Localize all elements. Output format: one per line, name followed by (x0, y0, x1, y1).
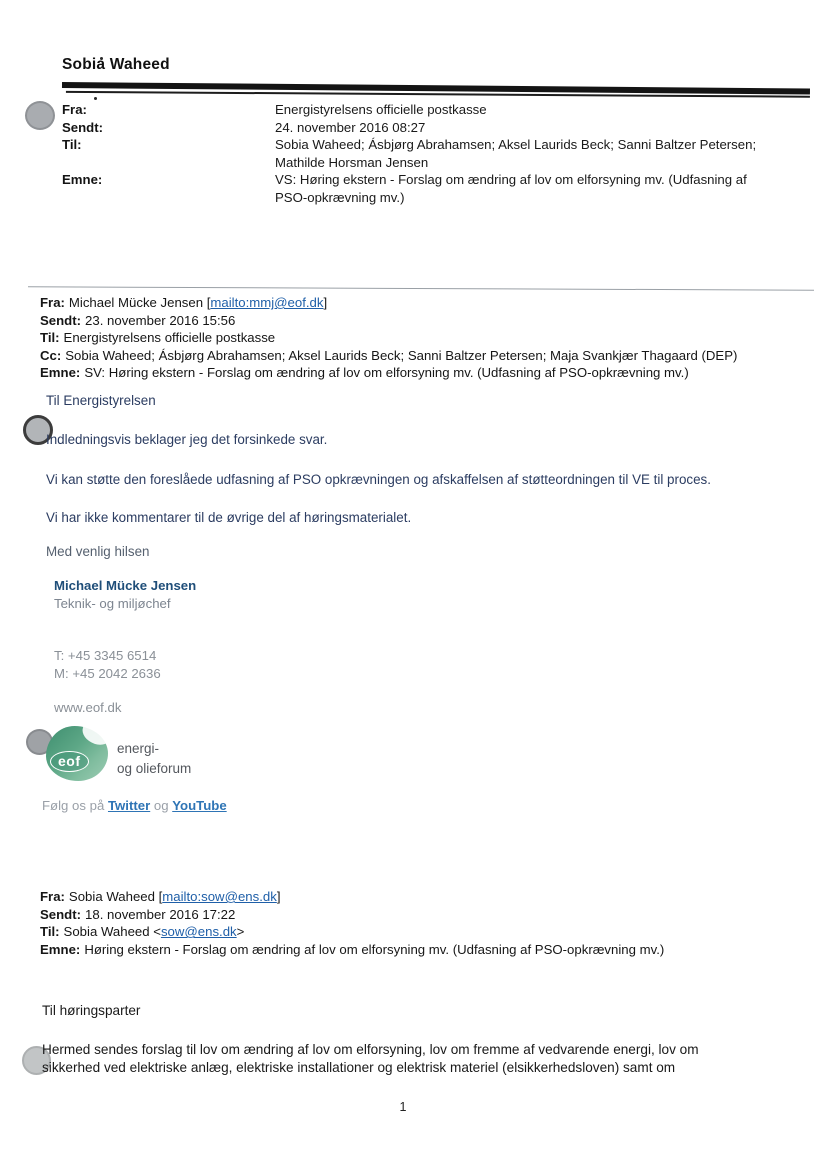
social-prefix: Følg os på (42, 798, 108, 813)
header-label: Emne: (40, 941, 81, 957)
header-value: Sobia Waheed; Ásbjørg Abrahamsen; Aksel Laurids Beck; Sanni Baltzer Petersen; Maja Svankjær Thagaard (DEP) (65, 347, 738, 363)
email-signature (54, 577, 196, 717)
header-value: 18. november 2016 17:22 (85, 906, 236, 922)
header-value: ] (276, 889, 281, 904)
closing-line: Med venlig hilsen (46, 544, 150, 559)
eof-logo-text: eof (50, 751, 89, 772)
header-label: Fra: (40, 889, 65, 904)
header-value: ] (323, 295, 328, 310)
header-label: Emne: (40, 365, 81, 381)
eof-logo-row (46, 726, 191, 781)
signature-phones (54, 647, 196, 682)
header-label: Fra: (40, 295, 65, 310)
greeting-line: Til høringsparter (42, 1003, 141, 1018)
header-value: 24. november 2016 08:27 (275, 119, 426, 135)
page-title: Sobia Waheed (62, 56, 170, 73)
scan-artifact-dot (94, 97, 97, 100)
body-paragraph: Hermed sendes forslag til lov om ændring af lov om elforsyning, lov om fremme af vedvarende energi, lov om sikkerhed ved elektriske anlæg, elektriske installationer og elektrisk materiel (elsikkerhedsloven) samt om (42, 1042, 699, 1075)
social-connector: og (150, 798, 173, 813)
title-underline-rule (62, 82, 810, 95)
mailto-link[interactable]: mailto:mmj@eof.dk (210, 295, 324, 310)
header-row-til (62, 136, 814, 171)
header-label: Til: (62, 137, 82, 153)
eof-logo-icon (46, 726, 108, 781)
header-value: 23. november 2016 15:56 (85, 312, 236, 328)
email-header-original (40, 888, 816, 958)
greeting-line: Til Energistyrelsen (46, 393, 156, 408)
header-value: Høring ekstern - Forslag om ændring af lov om elforsyning mv. (Udfasning af PSO-opkrævning mv.) (84, 941, 665, 957)
original-fra-line (40, 888, 816, 906)
header-value: Sobia Waheed; Ásbjørg Abrahamsen; Aksel Laurids Beck; Sanni Baltzer Petersen; Mathilde Horsman Jensen (275, 137, 757, 170)
page-number: 1 (399, 1100, 407, 1114)
phone-t: T: +45 3345 6514 (54, 648, 157, 663)
body-paragraph: Vi har ikke kommentarer til de øvrige del af høringsmaterialet. (46, 509, 412, 525)
original-email-body (42, 1002, 732, 1077)
reply-email-body (46, 392, 812, 561)
header-label: Sendt: (40, 312, 82, 328)
header-label: Sendt: (62, 119, 104, 135)
original-emne-line (40, 941, 816, 959)
header-label: Fra: (62, 102, 87, 117)
email-header-top (62, 101, 814, 207)
header-value: Sobia Waheed [ (68, 889, 163, 904)
body-paragraph: Indledningsvis beklager jeg det forsinkede svar. (46, 431, 328, 447)
forwarded-cc-line (40, 347, 816, 365)
mailto-link[interactable]: mailto:sow@ens.dk (162, 889, 277, 904)
email-header-forwarded (40, 294, 816, 382)
forwarded-sendt-line (40, 312, 816, 330)
header-label: Til: (40, 924, 60, 940)
forwarded-til-line (40, 329, 816, 347)
twitter-link[interactable]: Twitter (107, 798, 151, 813)
header-value: SV: Høring ekstern - Forslag om ændring af lov om elforsyning mv. (Udfasning af PSO-opkrævning mv.) (84, 365, 689, 381)
header-value: Michael Mücke Jensen [ (68, 295, 211, 310)
original-sendt-line (40, 906, 816, 924)
org-name-line2: og olieforum (117, 761, 192, 776)
org-name-line1: energi- (117, 741, 160, 756)
phone-m: M: +45 2042 2636 (54, 665, 161, 681)
header-row-emne (62, 171, 814, 206)
header-label: Emne: (62, 172, 103, 188)
org-name (117, 726, 191, 781)
signature-job-title: Teknik- og miljøchef (54, 595, 171, 611)
youtube-link[interactable]: YouTube (172, 798, 227, 813)
header-row-fra (62, 101, 814, 119)
body-paragraph: Vi kan støtte den foreslåede udfasning af PSO opkrævningen og afskaffelsen af støtteordningen til VE til proces. (46, 472, 711, 487)
header-value: Energistyrelsens officielle postkasse (275, 102, 487, 117)
original-til-line (40, 923, 816, 941)
email-address-link[interactable]: sow@ens.dk (160, 924, 237, 940)
signature-name: Michael Mücke Jensen (54, 578, 197, 593)
header-value: Sobia Waheed < (63, 924, 161, 940)
signature-website: www.eof.dk (54, 700, 122, 715)
header-row-sendt (62, 119, 814, 137)
hole-punch-mark (25, 101, 55, 130)
header-label: Cc: (40, 347, 62, 363)
header-label: Sendt: (40, 906, 82, 922)
header-value: VS: Høring ekstern - Forslag om ændring af lov om elforsyning mv. (Udfasning af PSO-opkrævning mv.) (275, 172, 747, 205)
section-divider-line (28, 286, 814, 290)
social-links-line (42, 798, 227, 813)
header-label: Til: (40, 330, 60, 346)
forwarded-fra-line (40, 294, 816, 312)
header-value: Energistyrelsens officielle postkasse (63, 330, 276, 346)
header-value: > (236, 924, 245, 940)
forwarded-emne-line (40, 364, 816, 382)
